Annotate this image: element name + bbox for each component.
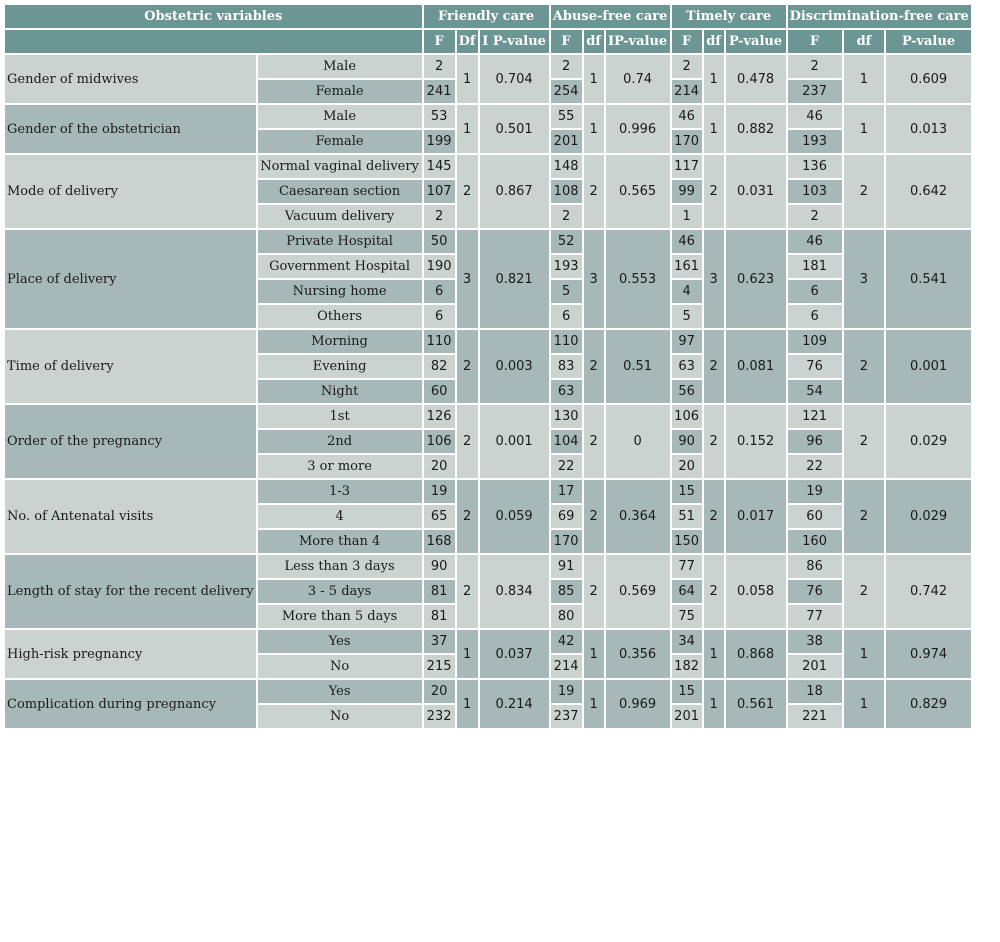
df-value: 2 <box>584 155 604 228</box>
df-value: 1 <box>704 630 724 678</box>
frequency-value: 46 <box>788 105 842 128</box>
frequency-value: 63 <box>672 355 702 378</box>
table-row <box>5 230 971 253</box>
obstetric-variables-table <box>3 3 973 730</box>
p-value: 0.834 <box>480 555 549 628</box>
frequency-value: 130 <box>551 405 582 428</box>
frequency-value: 181 <box>788 255 842 278</box>
frequency-value: 214 <box>672 80 702 103</box>
frequency-value: 201 <box>551 130 582 153</box>
frequency-value: 232 <box>424 705 455 728</box>
frequency-value: 103 <box>788 180 842 203</box>
frequency-value: 80 <box>551 605 582 628</box>
df-value: 1 <box>704 105 724 153</box>
category-label: More than 4 <box>258 530 422 553</box>
df-value: 2 <box>457 480 478 553</box>
table-row <box>5 55 971 78</box>
category-label: More than 5 days <box>258 605 422 628</box>
variable-label: High-risk pregnancy <box>5 630 256 678</box>
frequency-value: 96 <box>788 430 842 453</box>
frequency-value: 52 <box>551 230 582 253</box>
category-label: Male <box>258 105 422 128</box>
frequency-value: 15 <box>672 680 702 703</box>
frequency-value: 19 <box>788 480 842 503</box>
frequency-value: 193 <box>788 130 842 153</box>
df-value: 1 <box>704 55 724 103</box>
df-value: 1 <box>584 680 604 728</box>
frequency-value: 215 <box>424 655 455 678</box>
frequency-value: 182 <box>672 655 702 678</box>
category-label: 2nd <box>258 430 422 453</box>
p-value: 0.829 <box>886 680 971 728</box>
frequency-value: 170 <box>551 530 582 553</box>
df-value: 2 <box>844 480 885 553</box>
table-body <box>5 55 971 728</box>
frequency-value: 126 <box>424 405 455 428</box>
df-value: 1 <box>844 105 885 153</box>
category-label: Night <box>258 380 422 403</box>
frequency-value: 5 <box>672 305 702 328</box>
frequency-value: 4 <box>672 280 702 303</box>
frequency-value: 77 <box>788 605 842 628</box>
frequency-value: 2 <box>672 55 702 78</box>
category-label: Private Hospital <box>258 230 422 253</box>
frequency-value: 20 <box>424 680 455 703</box>
category-label: Evening <box>258 355 422 378</box>
p-value: 0.214 <box>480 680 549 728</box>
df-value: 1 <box>457 630 478 678</box>
header-timely-care: Timely care <box>672 5 786 28</box>
p-value: 0.704 <box>480 55 549 103</box>
category-label: Vacuum delivery <box>258 205 422 228</box>
p-value: 0.867 <box>480 155 549 228</box>
table-row <box>5 680 971 703</box>
frequency-value: 237 <box>788 80 842 103</box>
p-value: 0.001 <box>480 405 549 478</box>
frequency-value: 18 <box>788 680 842 703</box>
frequency-value: 241 <box>424 80 455 103</box>
df-value: 1 <box>584 105 604 153</box>
frequency-value: 109 <box>788 330 842 353</box>
p-value: 0.969 <box>606 680 670 728</box>
p-value: 0.742 <box>886 555 971 628</box>
frequency-value: 221 <box>788 705 842 728</box>
p-value: 0.029 <box>886 405 971 478</box>
p-value: 0.037 <box>480 630 549 678</box>
frequency-value: 106 <box>424 430 455 453</box>
frequency-value: 46 <box>672 230 702 253</box>
category-label: No <box>258 705 422 728</box>
df-value: 2 <box>704 480 724 553</box>
df-value: 1 <box>584 630 604 678</box>
p-value: 0.478 <box>726 55 786 103</box>
frequency-value: 19 <box>424 480 455 503</box>
df-value: 1 <box>457 105 478 153</box>
header-timely-p: P-value <box>726 30 786 53</box>
frequency-value: 106 <box>672 405 702 428</box>
df-value: 2 <box>457 155 478 228</box>
p-value: 0.609 <box>886 55 971 103</box>
p-value: 0.565 <box>606 155 670 228</box>
table-row <box>5 105 971 128</box>
table-row <box>5 480 971 503</box>
frequency-value: 54 <box>788 380 842 403</box>
variable-label: Mode of delivery <box>5 155 256 228</box>
frequency-value: 77 <box>672 555 702 578</box>
p-value: 0.029 <box>886 480 971 553</box>
frequency-value: 63 <box>551 380 582 403</box>
frequency-value: 168 <box>424 530 455 553</box>
header-timely-f: F <box>672 30 702 53</box>
p-value: 0.013 <box>886 105 971 153</box>
frequency-value: 121 <box>788 405 842 428</box>
header-friendly-p: I P-value <box>480 30 549 53</box>
frequency-value: 136 <box>788 155 842 178</box>
frequency-value: 108 <box>551 180 582 203</box>
p-value: 0.868 <box>726 630 786 678</box>
frequency-value: 5 <box>551 280 582 303</box>
variable-label: Length of stay for the recent delivery <box>5 555 256 628</box>
frequency-value: 75 <box>672 605 702 628</box>
frequency-value: 22 <box>551 455 582 478</box>
p-value: 0 <box>606 405 670 478</box>
header-blank <box>5 30 422 53</box>
frequency-value: 90 <box>672 430 702 453</box>
p-value: 0.569 <box>606 555 670 628</box>
frequency-value: 50 <box>424 230 455 253</box>
header-discrimination-p: P-value <box>886 30 971 53</box>
frequency-value: 20 <box>424 455 455 478</box>
header-row-groups <box>5 5 971 28</box>
frequency-value: 53 <box>424 105 455 128</box>
category-label: Normal vaginal delivery <box>258 155 422 178</box>
df-value: 2 <box>584 330 604 403</box>
df-value: 1 <box>844 630 885 678</box>
p-value: 0.561 <box>726 680 786 728</box>
header-discrimination-f: F <box>788 30 842 53</box>
frequency-value: 110 <box>551 330 582 353</box>
variable-label: No. of Antenatal visits <box>5 480 256 553</box>
frequency-value: 22 <box>788 455 842 478</box>
table-row <box>5 155 971 178</box>
variable-label: Gender of midwives <box>5 55 256 103</box>
category-label: 4 <box>258 505 422 528</box>
frequency-value: 237 <box>551 705 582 728</box>
p-value: 0.553 <box>606 230 670 328</box>
category-label: No <box>258 655 422 678</box>
df-value: 2 <box>844 330 885 403</box>
frequency-value: 51 <box>672 505 702 528</box>
p-value: 0.642 <box>886 155 971 228</box>
frequency-value: 15 <box>672 480 702 503</box>
frequency-value: 55 <box>551 105 582 128</box>
df-value: 1 <box>584 55 604 103</box>
p-value: 0.974 <box>886 630 971 678</box>
table-row <box>5 330 971 353</box>
category-label: 1st <box>258 405 422 428</box>
p-value: 0.152 <box>726 405 786 478</box>
frequency-value: 60 <box>424 380 455 403</box>
category-label: Male <box>258 55 422 78</box>
frequency-value: 170 <box>672 130 702 153</box>
header-friendly-df: Df <box>457 30 478 53</box>
frequency-value: 214 <box>551 655 582 678</box>
frequency-value: 160 <box>788 530 842 553</box>
df-value: 3 <box>457 230 478 328</box>
frequency-value: 20 <box>672 455 702 478</box>
df-value: 2 <box>844 555 885 628</box>
frequency-value: 6 <box>788 280 842 303</box>
p-value: 0.356 <box>606 630 670 678</box>
p-value: 0.996 <box>606 105 670 153</box>
frequency-value: 90 <box>424 555 455 578</box>
df-value: 2 <box>457 330 478 403</box>
frequency-value: 107 <box>424 180 455 203</box>
frequency-value: 91 <box>551 555 582 578</box>
frequency-value: 201 <box>788 655 842 678</box>
df-value: 1 <box>844 55 885 103</box>
frequency-value: 97 <box>672 330 702 353</box>
p-value: 0.623 <box>726 230 786 328</box>
frequency-value: 82 <box>424 355 455 378</box>
frequency-value: 161 <box>672 255 702 278</box>
frequency-value: 145 <box>424 155 455 178</box>
frequency-value: 6 <box>551 305 582 328</box>
header-abuse-p: IP-value <box>606 30 670 53</box>
frequency-value: 201 <box>672 705 702 728</box>
frequency-value: 193 <box>551 255 582 278</box>
p-value: 0.031 <box>726 155 786 228</box>
frequency-value: 104 <box>551 430 582 453</box>
frequency-value: 19 <box>551 680 582 703</box>
header-discrimination-df: df <box>844 30 885 53</box>
table-row <box>5 555 971 578</box>
frequency-value: 37 <box>424 630 455 653</box>
category-label: Caesarean section <box>258 180 422 203</box>
category-label: Others <box>258 305 422 328</box>
header-timely-df: df <box>704 30 724 53</box>
df-value: 1 <box>704 680 724 728</box>
df-value: 2 <box>704 155 724 228</box>
df-value: 2 <box>457 405 478 478</box>
header-abuse-f: F <box>551 30 582 53</box>
category-label: 3 or more <box>258 455 422 478</box>
frequency-value: 56 <box>672 380 702 403</box>
variable-label: Gender of the obstetrician <box>5 105 256 153</box>
category-label: Yes <box>258 680 422 703</box>
variable-label: Time of delivery <box>5 330 256 403</box>
category-label: Nursing home <box>258 280 422 303</box>
category-label: 1-3 <box>258 480 422 503</box>
frequency-value: 190 <box>424 255 455 278</box>
frequency-value: 85 <box>551 580 582 603</box>
frequency-value: 65 <box>424 505 455 528</box>
p-value: 0.017 <box>726 480 786 553</box>
frequency-value: 110 <box>424 330 455 353</box>
df-value: 1 <box>457 55 478 103</box>
p-value: 0.059 <box>480 480 549 553</box>
category-label: Female <box>258 130 422 153</box>
frequency-value: 81 <box>424 605 455 628</box>
frequency-value: 6 <box>788 305 842 328</box>
header-friendly-care: Friendly care <box>424 5 549 28</box>
frequency-value: 199 <box>424 130 455 153</box>
frequency-value: 76 <box>788 580 842 603</box>
frequency-value: 17 <box>551 480 582 503</box>
frequency-value: 99 <box>672 180 702 203</box>
df-value: 2 <box>844 405 885 478</box>
variable-label: Order of the pregnancy <box>5 405 256 478</box>
header-discrimination-free-care: Discrimination-free care <box>788 5 971 28</box>
frequency-value: 46 <box>788 230 842 253</box>
category-label: Yes <box>258 630 422 653</box>
p-value: 0.058 <box>726 555 786 628</box>
variable-label: Place of delivery <box>5 230 256 328</box>
category-label: 3 - 5 days <box>258 580 422 603</box>
df-value: 2 <box>844 155 885 228</box>
p-value: 0.364 <box>606 480 670 553</box>
df-value: 3 <box>844 230 885 328</box>
frequency-value: 69 <box>551 505 582 528</box>
p-value: 0.74 <box>606 55 670 103</box>
p-value: 0.541 <box>886 230 971 328</box>
df-value: 2 <box>584 405 604 478</box>
df-value: 2 <box>704 330 724 403</box>
header-friendly-f: F <box>424 30 455 53</box>
variable-label: Complication during pregnancy <box>5 680 256 728</box>
p-value: 0.081 <box>726 330 786 403</box>
frequency-value: 254 <box>551 80 582 103</box>
category-label: Morning <box>258 330 422 353</box>
df-value: 2 <box>457 555 478 628</box>
p-value: 0.501 <box>480 105 549 153</box>
frequency-value: 60 <box>788 505 842 528</box>
header-obstetric-variables: Obstetric variables <box>5 5 422 28</box>
p-value: 0.51 <box>606 330 670 403</box>
frequency-value: 86 <box>788 555 842 578</box>
frequency-value: 2 <box>788 205 842 228</box>
frequency-value: 148 <box>551 155 582 178</box>
frequency-value: 117 <box>672 155 702 178</box>
df-value: 2 <box>584 480 604 553</box>
frequency-value: 1 <box>672 205 702 228</box>
frequency-value: 2 <box>551 205 582 228</box>
frequency-value: 38 <box>788 630 842 653</box>
frequency-value: 2 <box>424 205 455 228</box>
category-label: Government Hospital <box>258 255 422 278</box>
df-value: 3 <box>584 230 604 328</box>
header-abuse-free-care: Abuse-free care <box>551 5 670 28</box>
frequency-value: 6 <box>424 305 455 328</box>
p-value: 0.821 <box>480 230 549 328</box>
table-row <box>5 405 971 428</box>
frequency-value: 34 <box>672 630 702 653</box>
frequency-value: 76 <box>788 355 842 378</box>
frequency-value: 83 <box>551 355 582 378</box>
df-value: 2 <box>704 555 724 628</box>
frequency-value: 150 <box>672 530 702 553</box>
frequency-value: 2 <box>424 55 455 78</box>
frequency-value: 81 <box>424 580 455 603</box>
category-label: Less than 3 days <box>258 555 422 578</box>
df-value: 2 <box>704 405 724 478</box>
header-abuse-df: df <box>584 30 604 53</box>
p-value: 0.882 <box>726 105 786 153</box>
p-value: 0.001 <box>886 330 971 403</box>
df-value: 3 <box>704 230 724 328</box>
header-row-columns <box>5 30 971 53</box>
df-value: 2 <box>584 555 604 628</box>
frequency-value: 2 <box>551 55 582 78</box>
frequency-value: 46 <box>672 105 702 128</box>
table-row <box>5 630 971 653</box>
frequency-value: 64 <box>672 580 702 603</box>
frequency-value: 6 <box>424 280 455 303</box>
df-value: 1 <box>844 680 885 728</box>
df-value: 1 <box>457 680 478 728</box>
p-value: 0.003 <box>480 330 549 403</box>
frequency-value: 42 <box>551 630 582 653</box>
category-label: Female <box>258 80 422 103</box>
frequency-value: 2 <box>788 55 842 78</box>
